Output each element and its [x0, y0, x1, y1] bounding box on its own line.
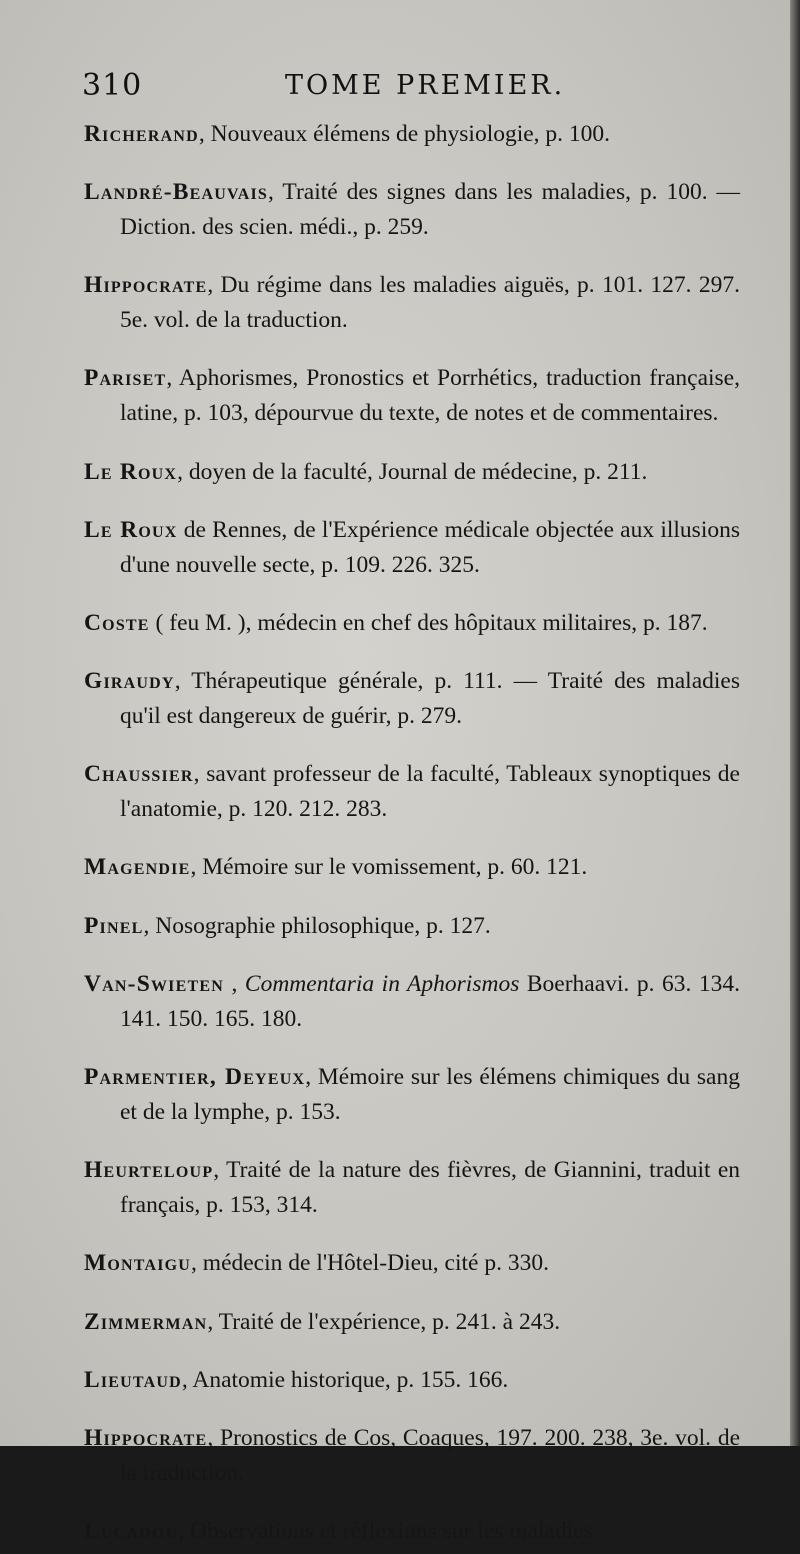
list-item: Van-Swieten , Commentaria in Aphorismos Boerhaavi. p. 63. 134. 141. 150. 165. 180. — [84, 971, 740, 1032]
entry-text: Mémoire sur le vomissement, p. 60. 121. — [202, 854, 588, 881]
entry-text: savant professeur de la faculté, Tableaux synoptiques de l'anatomie, p. 120. 212. 283. — [120, 761, 740, 823]
list-item: Hippocrate, Pronostics de Cos, Coaques, 197. 200. 238, 3e. vol. de la traduction. — [84, 1425, 740, 1487]
author-name: Zimmerman — [84, 1308, 208, 1335]
author-name: Montaigu — [84, 1250, 192, 1277]
entry-text: médecin de l'Hôtel-Dieu, cité p. 330. — [202, 1250, 549, 1277]
entry-text: Thérapeutique générale, p. 111. — Traité des maladies qu'il est dangereux de guérir, p. 279. — [120, 668, 740, 730]
list-item — [84, 606, 740, 641]
list-item: Landré-Beauvais, Traité des signes dans les maladies, p. 100. —Diction. des scien. médi., p. 259. — [84, 179, 741, 241]
list-item: Heurteloup, Traité de la nature des fièvres, de Giannini, traduit en français, p. 153, 314. — [84, 1157, 741, 1219]
entry-text: Observations et réflexions sur les maladies — [190, 1518, 593, 1545]
author-name: Parmentier, Deyeux — [84, 1064, 306, 1091]
list-item: Pariset, Aphorismes, Pronostics et Porrhétics, traduction française, latine, p. 103, dépourvue du texte, de notes et de commentaires. — [84, 365, 740, 427]
author-name: Van-Swieten — [84, 971, 224, 998]
page-number: 310 — [82, 68, 143, 103]
entry-text: de Rennes, de l'Expérience médicale objectée aux illusions d'une nouvelle secte, p. 109. 226. 325. — [120, 516, 740, 578]
list-item: Magendie, Mémoire sur le vomissement, p. 60. 121. — [84, 854, 588, 881]
author-name: Pinel — [84, 912, 144, 939]
entry-text: Aphorismes, Pronostics et Porrhétics, traduction française, latine, p. 103, dépourvue du texte, de notes et de commentaires. — [120, 365, 740, 427]
list-item: Hippocrate, Du régime dans les maladies aiguës, p. 101. 127. 297. 5e. vol. de la traduction. — [84, 272, 740, 334]
author-name: Giraudy — [84, 668, 175, 695]
author-name: Le Roux — [84, 458, 178, 485]
author-name: Pariset — [84, 365, 167, 392]
list-item: Parmentier, Deyeux, Mémoire sur les élémens chimiques du sang et de la lymphe, p. 153. — [84, 1064, 740, 1125]
author-name: Le Roux — [84, 516, 178, 543]
list-item: Lucadou, Observations et réflexions sur les maladies — [84, 1518, 593, 1545]
entry-text: ( feu M. ), médecin en chef des hôpitaux militaires, p. 187. — [155, 609, 708, 636]
page-header — [82, 68, 722, 108]
author-name: Hippocrate — [84, 1425, 208, 1452]
entry-text: Nosographie philosophique, p. 127. — [155, 912, 491, 939]
page-edge-shadow — [790, 0, 800, 1446]
entry-text: Traité des signes dans les maladies, p. 100. —Diction. des scien. médi., p. 259. — [120, 179, 741, 241]
entry-text: Pronostics de Cos, Coaques, 197. 200. 238, 3e. vol. de la traduction. — [120, 1425, 740, 1487]
entry-text: Boerhaavi. p. 63. 134. 141. 150. 165. 180. — [120, 971, 740, 1032]
author-name: Coste — [84, 609, 150, 636]
bibliography-list — [84, 117, 740, 1554]
entry-text: Traité de l'expérience, p. 241. à 243. — [218, 1308, 561, 1335]
author-name: Richerand — [84, 121, 199, 147]
running-title: TOME PREMIER. — [285, 70, 566, 101]
entry-text: doyen de la faculté, Journal de médecine, p. 211. — [188, 458, 648, 485]
author-name: Lucadou — [84, 1518, 179, 1545]
author-name: Landré-Beauvais — [84, 179, 269, 206]
entry-text: Nouveaux élémens de physiologie, p. 100. — [210, 121, 611, 147]
list-item — [84, 513, 740, 583]
italic-title: Commentaria in Aphorismos — [244, 971, 520, 998]
author-name: Heurteloup — [84, 1157, 214, 1184]
author-name: Magendie — [84, 854, 191, 881]
list-item: Lieutaud, Anatomie historique, p. 155. 166. — [84, 1366, 509, 1393]
entry-text: Traité de la nature des fièvres, de Giannini, traduit en français, p. 153, 314. — [120, 1157, 741, 1219]
list-item: Montaigu, médecin de l'Hôtel-Dieu, cité p. 330. — [84, 1250, 549, 1277]
list-item: Le Roux, doyen de la faculté, Journal de médecine, p. 211. — [84, 458, 648, 485]
entry-text: Anatomie historique, p. 155. 166. — [192, 1366, 509, 1393]
list-item: Pinel, Nosographie philosophique, p. 127. — [84, 912, 491, 939]
author-name: Lieutaud — [84, 1366, 182, 1393]
list-item: Richerand, Nouveaux élémens de physiologie, p. 100. — [84, 121, 611, 147]
author-name: Chaussier — [84, 761, 194, 788]
list-item: Zimmerman, Traité de l'expérience, p. 241. à 243. — [84, 1308, 561, 1335]
entry-text: Mémoire sur les élémens chimiques du sang et de la lymphe, p. 153. — [120, 1064, 740, 1125]
entry-text: Du régime dans les maladies aiguës, p. 101. 127. 297. 5e. vol. de la traduction. — [120, 272, 740, 334]
list-item: Giraudy, Thérapeutique générale, p. 111. — Traité des maladies qu'il est dangereux de guérir, p. 279. — [84, 668, 740, 730]
list-item: Chaussier, savant professeur de la faculté, Tableaux synoptiques de l'anatomie, p. 120. 212. 283. — [84, 761, 740, 823]
author-name: Hippocrate — [84, 272, 208, 299]
